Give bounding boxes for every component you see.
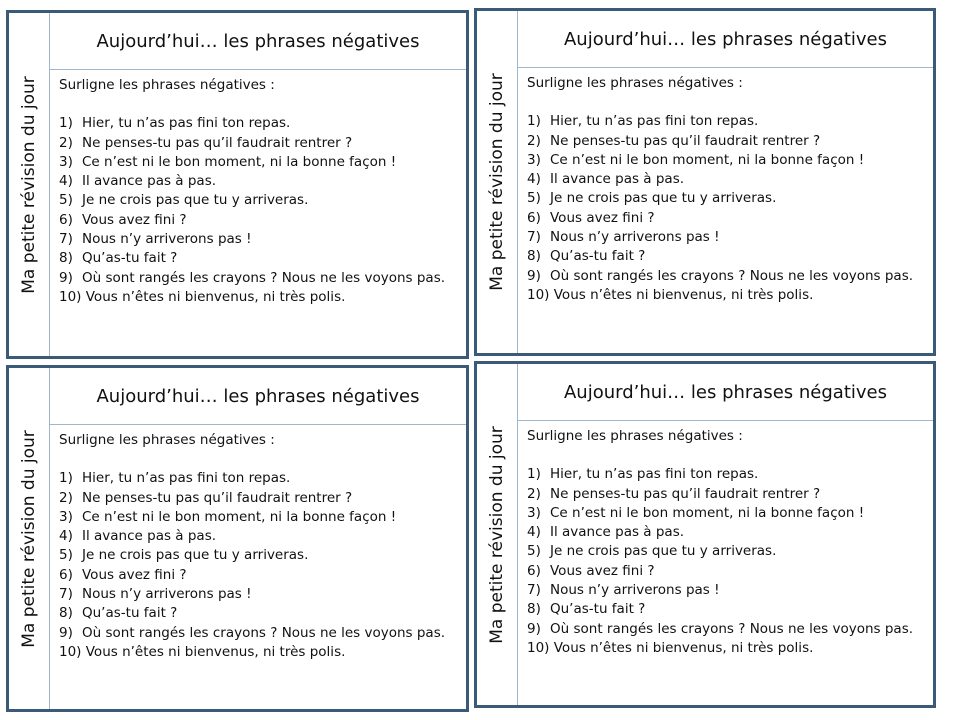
list-item: 8) Qu’as-tu fait ? xyxy=(527,601,646,618)
list-item: 2) Ne penses-tu pas qu’il faudrait rentrer ? xyxy=(527,132,821,149)
card-body xyxy=(50,70,466,356)
side-label: Ma petite révision du jour xyxy=(19,75,39,294)
list-item: 2) Ne penses-tu pas qu’il faudrait rentrer ? xyxy=(527,485,821,502)
instruction: Surligne les phrases négatives : xyxy=(59,77,275,93)
revision-card-top-left xyxy=(6,10,469,359)
side-label: Ma petite révision du jour xyxy=(487,425,507,644)
list-item: 8) Qu’as-tu fait ? xyxy=(527,248,646,265)
list-item: 2) Ne penses-tu pas qu’il faudrait rentrer ? xyxy=(59,489,353,506)
list-item: 3) Ce n’est ni le bon moment, ni la bonne façon ! xyxy=(527,151,865,168)
list-item: 10) Vous n’êtes ni bienvenus, ni très polis. xyxy=(59,288,346,305)
card-body xyxy=(518,68,933,353)
list-item: 10) Vous n’êtes ni bienvenus, ni très polis. xyxy=(59,643,346,660)
list-item: 7) Nous n’y arriverons pas ! xyxy=(59,586,252,603)
card-title: Aujourd’hui… les phrases négatives xyxy=(518,364,933,421)
list-item: 5) Je ne crois pas que tu y arriveras. xyxy=(59,192,309,209)
list-item: 5) Je ne crois pas que tu y arriveras. xyxy=(59,547,309,564)
list-item: 1) Hier, tu n’as pas fini ton repas. xyxy=(527,466,759,483)
sentence-list xyxy=(527,112,923,305)
list-item: 8) Qu’as-tu fait ? xyxy=(59,605,178,622)
list-item: 4) Il avance pas à pas. xyxy=(527,524,685,541)
card-title: Aujourd’hui… les phrases négatives xyxy=(50,13,466,70)
side-label: Ma petite révision du jour xyxy=(487,73,507,291)
list-item: 9) Où sont rangés les crayons ? Nous ne les voyons pas. xyxy=(527,620,914,637)
revision-card-top-right xyxy=(474,8,936,356)
list-item: 5) Je ne crois pas que tu y arriveras. xyxy=(527,543,777,560)
card-body xyxy=(50,425,466,709)
instruction: Surligne les phrases négatives : xyxy=(59,432,275,448)
instruction: Surligne les phrases négatives : xyxy=(527,75,743,91)
list-item: 4) Il avance pas à pas. xyxy=(527,171,685,188)
list-item: 9) Où sont rangés les crayons ? Nous ne les voyons pas. xyxy=(527,267,914,284)
list-item: 6) Vous avez fini ? xyxy=(527,209,655,226)
list-item: 1) Hier, tu n’as pas fini ton repas. xyxy=(59,115,291,132)
list-item: 1) Hier, tu n’as pas fini ton repas. xyxy=(527,113,759,130)
card-title: Aujourd’hui… les phrases négatives xyxy=(50,368,466,425)
list-item: 6) Vous avez fini ? xyxy=(59,211,187,228)
side-label-column xyxy=(9,368,50,709)
list-item: 1) Hier, tu n’as pas fini ton repas. xyxy=(59,470,291,487)
side-label: Ma petite révision du jour xyxy=(19,429,39,648)
card-title: Aujourd’hui… les phrases négatives xyxy=(518,11,933,68)
sentence-list xyxy=(59,114,456,307)
list-item: 7) Nous n’y arriverons pas ! xyxy=(527,582,720,599)
list-item: 2) Ne penses-tu pas qu’il faudrait rentrer ? xyxy=(59,134,353,151)
list-item: 3) Ce n’est ni le bon moment, ni la bonne façon ! xyxy=(59,153,397,170)
list-item: 8) Qu’as-tu fait ? xyxy=(59,250,178,267)
sentence-list xyxy=(59,469,456,662)
list-item: 4) Il avance pas à pas. xyxy=(59,173,217,190)
revision-card-bottom-right xyxy=(474,361,936,708)
list-item: 6) Vous avez fini ? xyxy=(527,562,655,579)
list-item: 6) Vous avez fini ? xyxy=(59,566,187,583)
list-item: 7) Nous n’y arriverons pas ! xyxy=(59,231,252,248)
list-item: 3) Ce n’est ni le bon moment, ni la bonne façon ! xyxy=(59,508,397,525)
side-label-column xyxy=(477,364,518,705)
list-item: 10) Vous n’êtes ni bienvenus, ni très polis. xyxy=(527,639,814,656)
card-body xyxy=(518,421,933,705)
list-item: 5) Je ne crois pas que tu y arriveras. xyxy=(527,190,777,207)
list-item: 3) Ce n’est ni le bon moment, ni la bonne façon ! xyxy=(527,504,865,521)
list-item: 9) Où sont rangés les crayons ? Nous ne les voyons pas. xyxy=(59,624,446,641)
revision-card-bottom-left xyxy=(6,365,469,712)
list-item: 10) Vous n’êtes ni bienvenus, ni très polis. xyxy=(527,286,814,303)
sentence-list xyxy=(527,465,923,658)
instruction: Surligne les phrases négatives : xyxy=(527,428,743,444)
list-item: 9) Où sont rangés les crayons ? Nous ne les voyons pas. xyxy=(59,269,446,286)
list-item: 7) Nous n’y arriverons pas ! xyxy=(527,229,720,246)
side-label-column xyxy=(9,13,50,356)
side-label-column xyxy=(477,11,518,353)
list-item: 4) Il avance pas à pas. xyxy=(59,528,217,545)
